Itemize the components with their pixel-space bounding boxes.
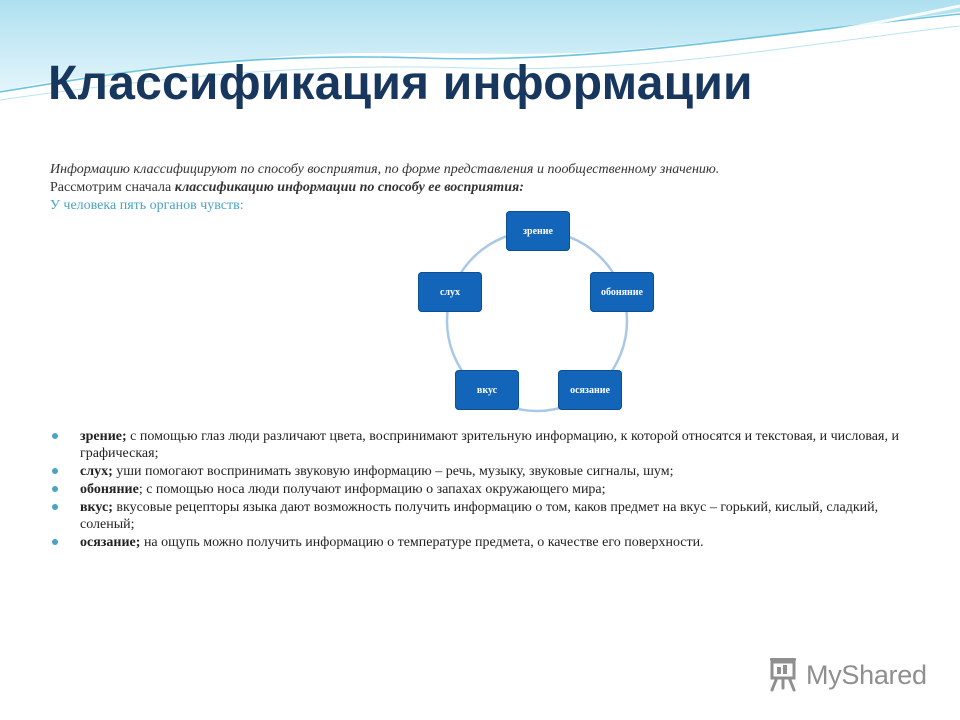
intro-line-2-emphasis: классификацию информации по способу ее восприятия: [174, 180, 524, 195]
bullet-dot-icon [52, 486, 58, 492]
list-item-term: зрение; [80, 429, 127, 444]
list-item-text: с помощью глаз люди различают цвета, воспринимают зрительную информацию, к которой относятся и текстовая, и числовая, и графическая; [80, 429, 899, 461]
bullet-dot-icon [52, 433, 58, 439]
brand-name: MyShared [806, 660, 927, 690]
list-item [52, 499, 902, 533]
list-item-term: обоняние [80, 482, 139, 497]
presentation-board-icon [766, 656, 802, 694]
list-item [52, 481, 902, 498]
list-item [52, 428, 902, 462]
list-item-text: уши помогают воспринимать звуковую информацию – речь, музыку, звуковые сигналы, шум; [112, 464, 674, 479]
list-item-term: слух; [80, 464, 113, 479]
intro-line-1: Информацию классифицируют по способу восприятия, по форме представления и пообщественному значению. [50, 162, 720, 177]
list-item-text: на ощупь можно получить информацию о температуре предмета, о качестве его поверхности. [140, 535, 704, 550]
senses-cycle-diagram [410, 204, 660, 420]
myshared-watermark[interactable] [766, 656, 926, 696]
slide-title: Классификация информации [48, 57, 753, 110]
cycle-node-hearing: слух [418, 272, 482, 312]
list-item-text: ; с помощью носа люди получают информацию о запахах окружающего мира; [138, 482, 606, 497]
intro-line-2 [50, 179, 910, 197]
list-item [52, 463, 902, 480]
intro-line-3: У человека пять органов чувств: [50, 198, 244, 213]
cycle-node-taste: вкус [455, 370, 519, 410]
senses-bullet-list [52, 428, 902, 552]
list-item-text: вкусовые рецепторы языка дают возможность получить информацию о том, каков предмет на вкус – горький, кислый, сладкий, соленый; [80, 500, 879, 532]
bullet-dot-icon [52, 504, 58, 510]
list-item-term: осязание; [80, 535, 141, 550]
intro-line-2-prefix: Рассмотрим сначала [50, 180, 175, 195]
cycle-node-smell: обоняние [590, 272, 654, 312]
cycle-node-vision: зрение [506, 211, 570, 251]
cycle-node-touch: осязание [558, 370, 622, 410]
bullet-dot-icon [52, 468, 58, 474]
bullet-dot-icon [52, 539, 58, 545]
list-item [52, 534, 902, 551]
list-item-term: вкус; [80, 500, 113, 515]
